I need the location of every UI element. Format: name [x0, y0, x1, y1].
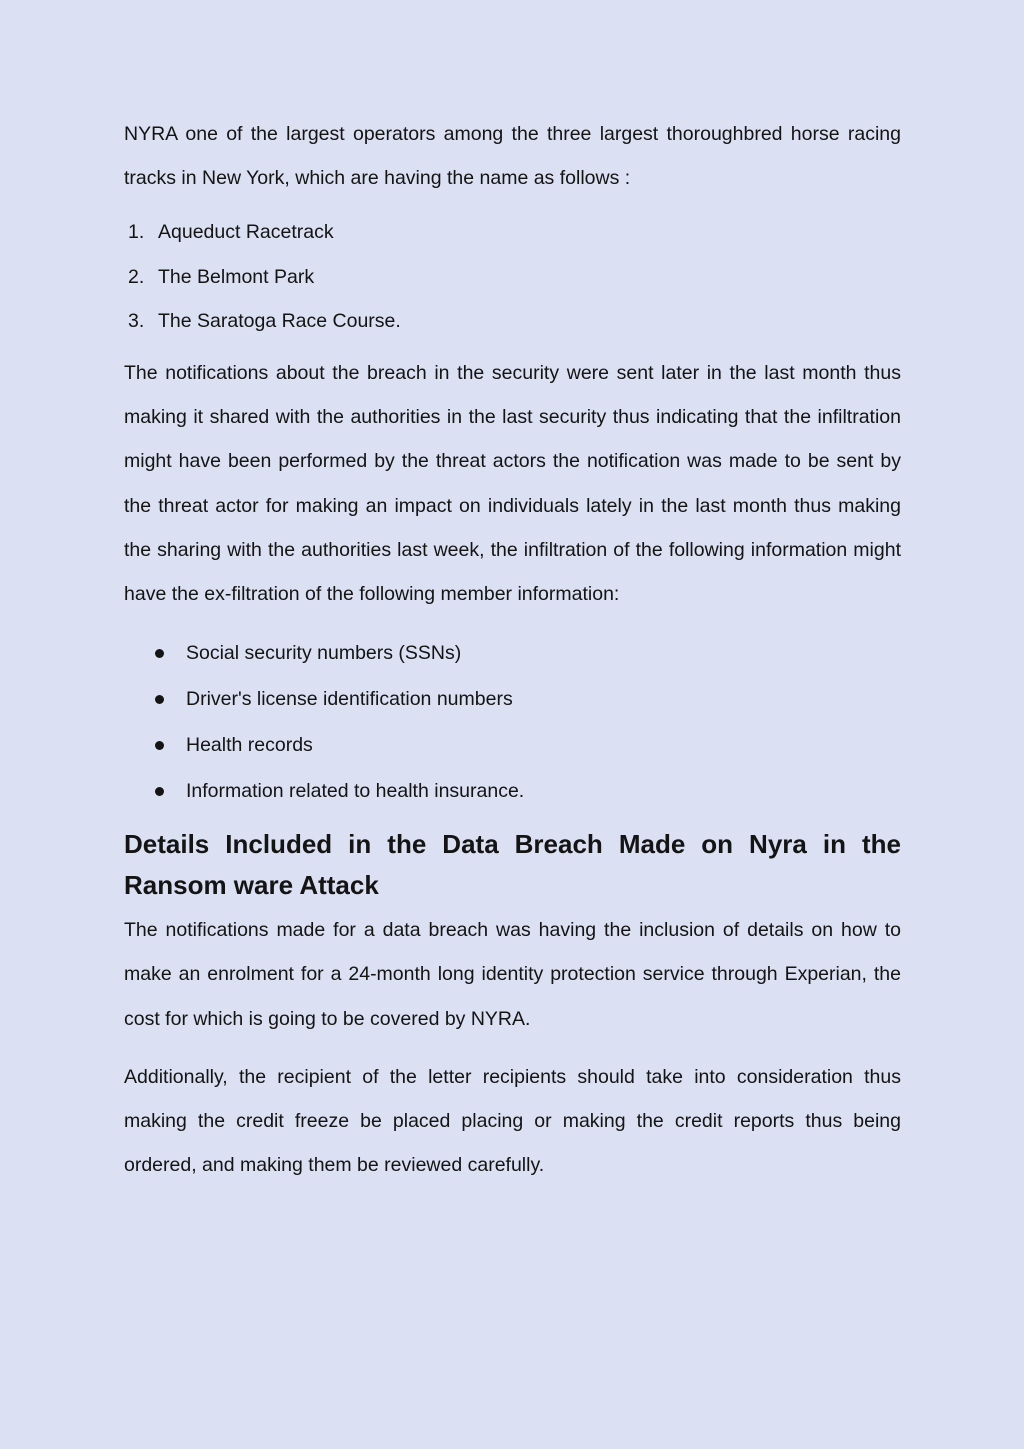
bullet-icon [155, 649, 164, 658]
list-item [124, 210, 901, 254]
list-item [155, 630, 901, 676]
list-item-label: Aqueduct Racetrack [158, 221, 334, 244]
list-item-label: The Saratoga Race Course. [158, 309, 401, 332]
list-number: 3. [128, 309, 145, 332]
list-item [124, 299, 901, 343]
enrolment-paragraph: The notifications made for a data breach was having the inclusion of details on how to make an enrolment for a 24-month long identity protection service through Experian, the cost for which is going to be covered by NYRA. [124, 919, 901, 1030]
list-item-label: Information related to health insurance. [186, 780, 525, 803]
list-number: 1. [128, 221, 145, 244]
member-info-list [124, 630, 901, 814]
list-number: 2. [128, 265, 145, 288]
list-item-label: Social security numbers (SSNs) [186, 642, 462, 665]
list-item-label: Health records [186, 734, 313, 757]
bullet-icon [155, 787, 164, 796]
notifications-paragraph: The notifications about the breach in the security were sent later in the last month thus making it shared with the authorities in the last security thus indicating that the infiltration might have been performed by the threat actors the notification was made to be sent by the threat actor for making an impact on individuals lately in the last month thus making the sharing with the authorities last week, the infiltration of the following information might have the ex-filtration of the following member information: [124, 362, 901, 606]
list-item-label: The Belmont Park [158, 265, 315, 288]
list-item [155, 768, 901, 814]
list-item-label: Driver's license identification numbers [186, 688, 513, 711]
list-item [155, 722, 901, 768]
section-heading: Details Included in the Data Breach Made on Nyra in the Ransom ware Attack [124, 829, 901, 901]
credit-freeze-paragraph: Additionally, the recipient of the letter recipients should take into consideration thus making the credit freeze be placed placing or making the credit reports thus being ordered, and making them be reviewed carefully. [124, 1065, 901, 1177]
intro-paragraph: NYRA one of the largest operators among the three largest thoroughbred horse racing tracks in New York, which are having the name as follows : [124, 123, 901, 190]
bullet-icon [155, 695, 164, 704]
racetrack-list [124, 210, 901, 343]
list-item [155, 676, 901, 722]
list-item [124, 255, 901, 299]
bullet-icon [155, 741, 164, 750]
